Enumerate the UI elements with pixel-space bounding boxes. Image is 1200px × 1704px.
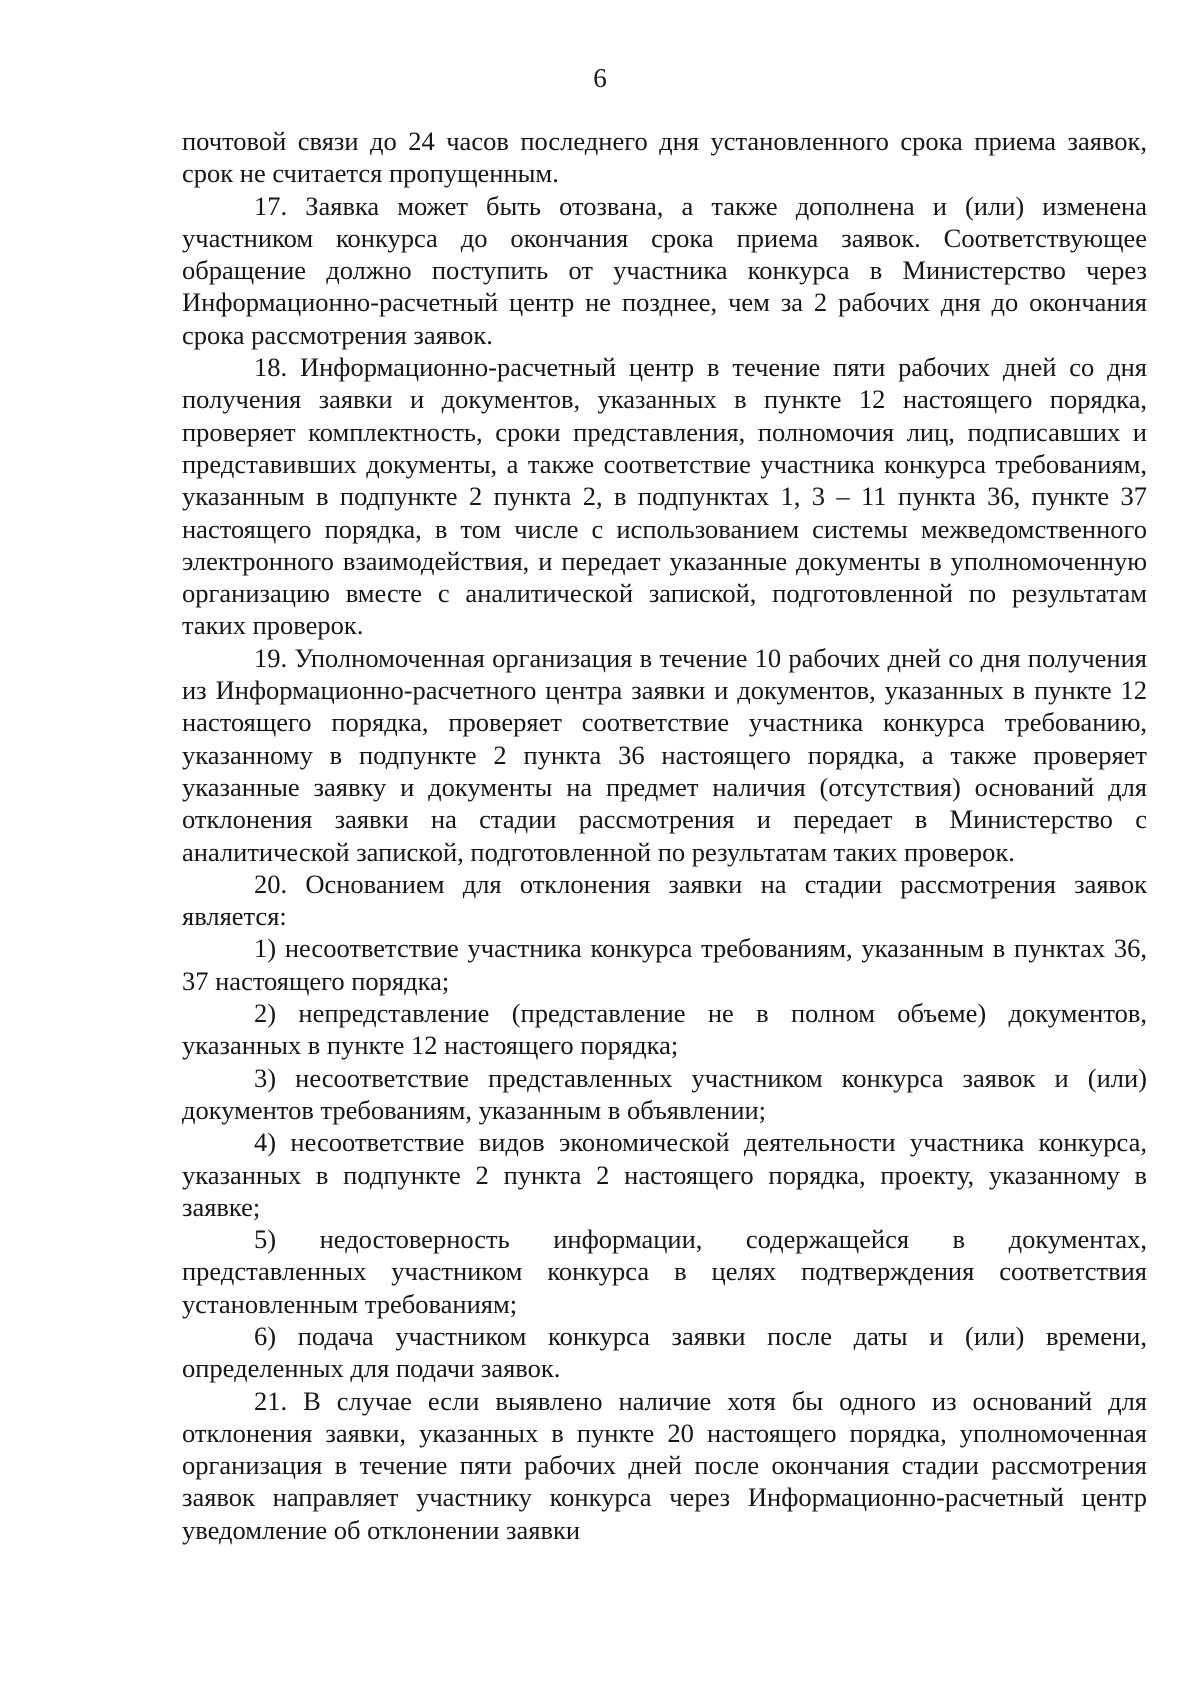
paragraph: 17. Заявка может быть отозвана, а также дополнена и (или) изменена участником конкурса до окончания срока приема заявок. Соответствующее обращение должно поступить от участника конкурса в Министерство через Информационно-расчетный центр не позднее, чем за 2 рабочих дня до окончания срока рассмотрения заявок.	[182, 190, 1147, 350]
paragraph: 6) подача участником конкурса заявки после даты и (или) времени, определенных для подачи заявок.	[182, 1320, 1147, 1384]
paragraph: 21. В случае если выявлено наличие хотя бы одного из оснований для отклонения заявки, указанных в пункте 20 настоящего порядка, уполномоченная организация в течение пяти рабочих дней после окончания стадии рассмотрения заявок направляет участнику конкурса через Информационно-расчетный центр уведомление об отклонении заявки	[182, 1385, 1147, 1545]
paragraph: 3) несоответствие представленных участником конкурса заявок и (или) документов требованиям, указанным в объявлении;	[182, 1062, 1147, 1125]
page-number: 6	[593, 63, 607, 93]
document-body	[182, 125, 1147, 1546]
paragraph: 18. Информационно-расчетный центр в течение пяти рабочих дней со дня получения заявки и документов, указанных в пункте 12 настоящего порядка, проверяет комплектность, сроки представления, полномочия лиц, подписавших и представивших документы, а также соответствие участника конкурса требованиям, указанным в подпункте 2 пункта 2, в подпунктах 1, 3 – 11 пункта 36, пункте 37 настоящего порядка, в том числе с использованием системы межведомственного электронного взаимодействия, и передает указанные документы в уполномоченную организацию вместе с аналитической запиской, подготовленной по результатам таких проверок.	[182, 352, 1147, 641]
paragraph: 2) непредставление (представление не в полном объеме) документов, указанных в пункте 12 настоящего порядка;	[182, 998, 1147, 1061]
paragraph: 19. Уполномоченная организация в течение 10 рабочих дней со дня получения из Информационно-расчетного центра заявки и документов, указанных в пункте 12 настоящего порядка, проверяет соответствие участника конкурса требованию, указанному в подпункте 2 пункта 36 настоящего порядка, а также проверяет указанные заявку и документы на предмет наличия (отсутствия) оснований для отклонения заявки на стадии рассмотрения и передает в Министерство с аналитической запиской, подготовленной по результатам таких проверок.	[182, 642, 1147, 867]
paragraph: 4) несоответствие видов экономической деятельности участника конкурса, указанных в подпункте 2 пункта 2 настоящего порядка, проекту, указанному в заявке;	[182, 1127, 1147, 1222]
paragraph: 5) недостоверность информации, содержащейся в документах, представленных участником конкурса в целях подтверждения соответствия установленным требованиям;	[182, 1224, 1147, 1319]
paragraph: 20. Основанием для отклонения заявки на стадии рассмотрения заявок является:	[182, 868, 1147, 932]
paragraph: 1) несоответствие участника конкурса требованиям, указанным в пунктах 36, 37 настоящего порядка;	[182, 933, 1147, 996]
paragraph: почтовой связи до 24 часов последнего дня установленного срока приема заявок, срок не считается пропущенным.	[182, 126, 1147, 189]
